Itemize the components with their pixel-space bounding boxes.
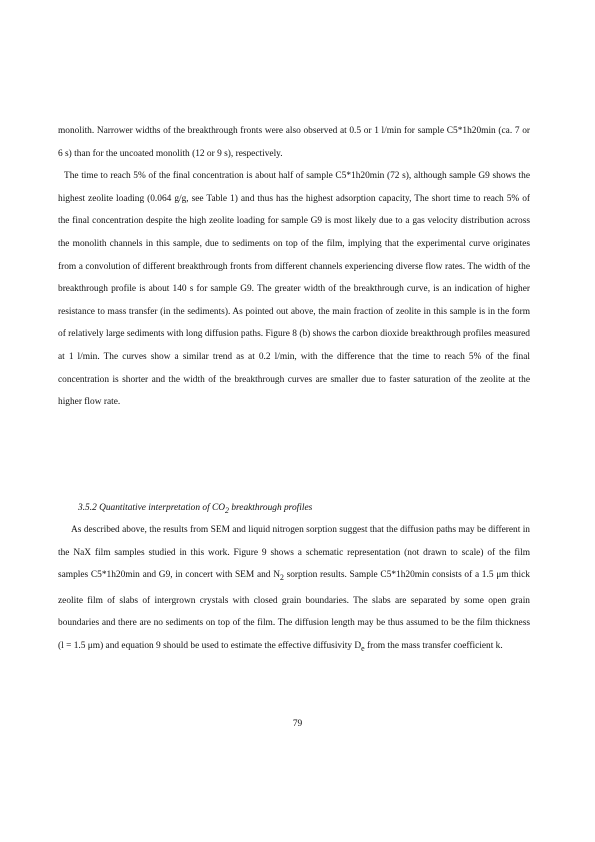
section-heading-prefix: 3.5.2 Quantitative interpretation of CO <box>78 503 226 513</box>
paragraph-breakthrough-time: The time to reach 5% of the final concentration is about half of sample C5*1h20min (72 s), although sample G9 shows the highest zeolite loading (0.064 g/g, see Table 1) and thus has the highest adsorption capacity, The short time to reach 5% of the final concentration despite the high zeolite loading for sample G9 is most likely due to a gas velocity distribution across the monolith channels in this sample, due to sediments on top of the film, implying that the experimental curve originates from a convolution of different breakthrough fronts from different channels experiencing diverse flow rates. The width of the breakthrough profile is about 140 s for sample G9. The greater width of the breakthrough curve, is an indication of higher resistance to mass transfer (in the sediments). As pointed out above, the main fraction of zeolite in this sample is in the form of relatively large sediments with long diffusion paths. Figure 8 (b) shows the carbon dioxide breakthrough profiles measured at 1 l/min. The curves show a similar trend as at 0.2 l/min, with the difference that the time to reach 5% of the final concentration is shorter and the width of the breakthrough curves are smaller due to faster saturation of the zeolite at the higher flow rate. <box>58 171 530 408</box>
subscript-n2: 2 <box>279 573 284 583</box>
page-number: 79 <box>292 719 303 729</box>
paragraph-diffusion-paths <box>58 519 530 660</box>
section-heading-suffix: breakthrough profiles <box>228 503 313 513</box>
paragraph-continuation: monolith. Narrower widths of the breakthrough fronts were also observed at 0.5 or 1 l/min for sample C5*1h20min (ca. 7 or 6 s) than for the uncoated monolith (12 or 9 s), respectively. <box>58 126 530 159</box>
body-text-top <box>58 120 530 414</box>
paragraph-part-3: from the mass transfer coefficient k. <box>364 640 503 651</box>
paragraph-part-2: sorption results. Sample C5*1h20min consists of a 1.5 μm thick zeolite film of slabs of intergrown crystals with closed grain boundaries. The slabs are separated by some open grain boundaries and there are no sediments on top of the film. The diffusion length may be thus assumed to be the film thickness (l = 1.5 μm) and equation 9 should be used to estimate the effective diffusivity D <box>58 570 530 651</box>
section-heading-subscript: 2 <box>225 505 229 515</box>
body-text-bottom <box>58 519 530 660</box>
paragraph-part-1: As described above, the results from SEM and liquid nitrogen sorption suggest that the diffusion paths may be different in the NaX film samples studied in this work. Figure 9 shows a schematic representation (not drawn to scale) of the film samples C5*1h20min and G9, in concert with SEM and N <box>58 525 530 581</box>
subscript-e: e <box>361 643 365 653</box>
